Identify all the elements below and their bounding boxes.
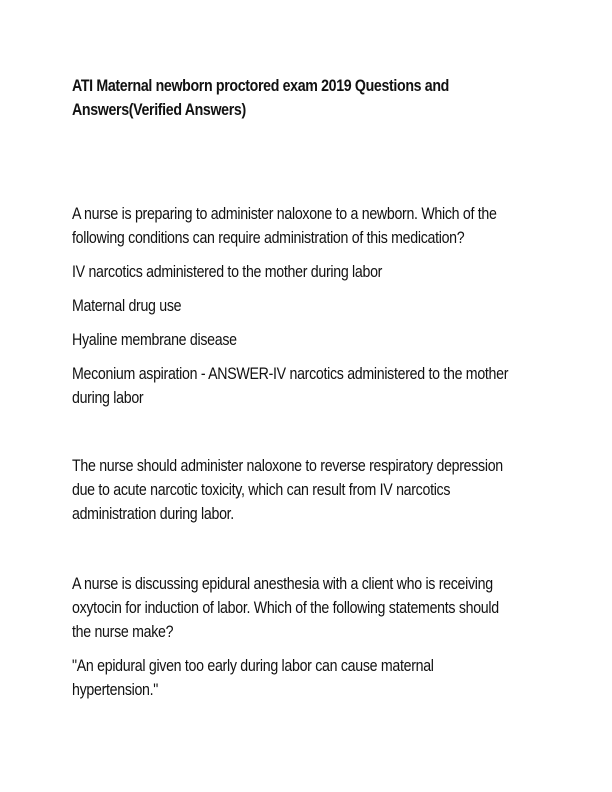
question-1-option-2 — [72, 294, 536, 318]
option-text: during labor — [72, 389, 144, 407]
question-1-option-4-answer — [72, 362, 536, 410]
rationale-line: The nurse should administer naloxone to reverse respiratory depression — [72, 457, 503, 475]
question-1-line: A nurse is preparing to administer naloxone to a newborn. Which of the — [72, 205, 497, 223]
option-text: IV narcotics administered to the mother during labor — [72, 263, 383, 281]
question-1-option-3 — [72, 328, 536, 352]
rationale-line: due to acute narcotic toxicity, which can result from IV narcotics — [72, 481, 451, 499]
option-text: "An epidural given too early during labor can cause maternal — [72, 657, 434, 675]
option-text: Maternal drug use — [72, 297, 182, 315]
question-1-line: following conditions can require administration of this medication? — [72, 229, 465, 247]
title-line: ATI Maternal newborn proctored exam 2019 Questions and — [72, 77, 450, 95]
question-1-rationale — [72, 454, 536, 526]
question-2 — [72, 572, 536, 644]
question-2-option-1 — [72, 654, 536, 702]
question-1 — [72, 202, 536, 250]
rationale-line: administration during labor. — [72, 505, 234, 523]
question-2-line: the nurse make? — [72, 623, 174, 641]
option-text: Hyaline membrane disease — [72, 331, 237, 349]
option-text: hypertension." — [72, 681, 159, 699]
title-line: Answers(Verified Answers) — [72, 101, 246, 119]
document-title — [72, 74, 476, 122]
question-1-option-1 — [72, 260, 536, 284]
question-2-line: A nurse is discussing epidural anesthesia with a client who is receiving — [72, 575, 493, 593]
question-2-line: oxytocin for induction of labor. Which of the following statements should — [72, 599, 499, 617]
option-text: Meconium aspiration - ANSWER-IV narcotics administered to the mother — [72, 365, 509, 383]
